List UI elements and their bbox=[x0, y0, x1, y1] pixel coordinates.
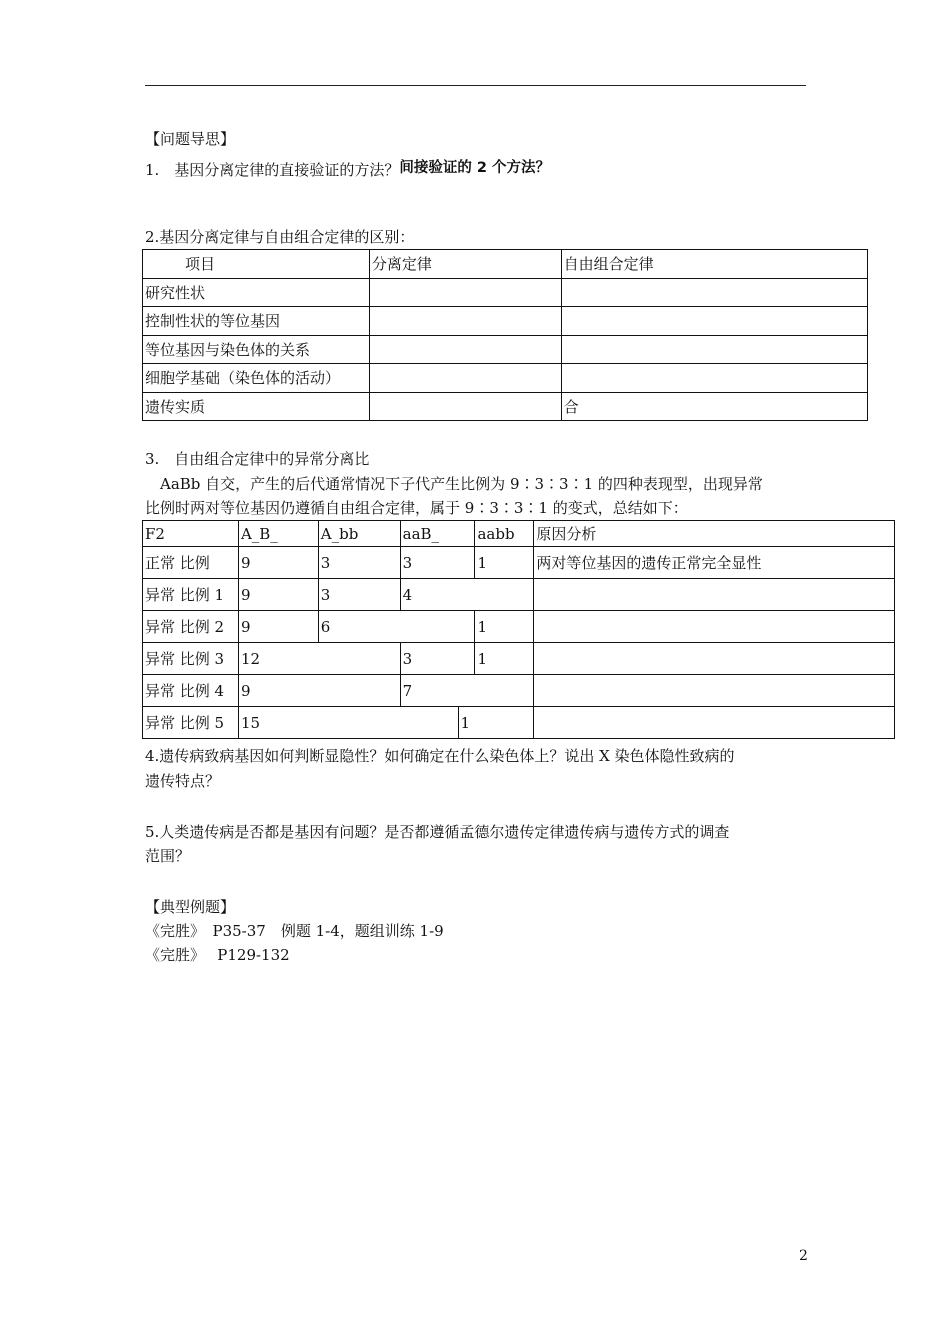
table-cell bbox=[534, 707, 895, 739]
table-cell bbox=[534, 643, 895, 675]
table-header: 自由组合定律 bbox=[561, 250, 867, 279]
examples-line-1: 《完胜》 P35-37 例题 1-4，题组训练 1-9 bbox=[145, 922, 444, 940]
question-2: 2.基因分离定律与自由组合定律的区别： bbox=[145, 228, 415, 246]
table-header: A_bb bbox=[318, 521, 400, 547]
table-cell bbox=[369, 335, 561, 364]
table-cell: 1 bbox=[458, 707, 534, 739]
table-cell bbox=[534, 675, 895, 707]
table-header: A_B_ bbox=[238, 521, 318, 547]
table-cell: 12 bbox=[238, 643, 400, 675]
table-header: aabb bbox=[475, 521, 534, 547]
question-1-bold: 间接验证的 2 个方法？ bbox=[399, 160, 551, 176]
table-cell: 遗传实质 bbox=[143, 392, 370, 421]
table-row bbox=[143, 307, 868, 336]
table-cell: 异常 比例 1 bbox=[143, 579, 239, 611]
table-cell: 4 bbox=[400, 579, 534, 611]
table-cell bbox=[561, 335, 867, 364]
question-5-line-2: 范围？ bbox=[145, 847, 191, 865]
table-cell: 15 bbox=[238, 707, 458, 739]
question-3-line-2: 比例时两对等位基因仍遵循自由组合定律，属于 9∶3∶3∶1 的变式，总结如下： bbox=[145, 499, 688, 517]
examples-line-2: 《完胜》 P129-132 bbox=[145, 946, 290, 964]
table-cell: 研究性状 bbox=[143, 278, 370, 307]
ratio-table bbox=[142, 520, 895, 739]
table-row bbox=[143, 335, 868, 364]
table-cell: 3 bbox=[318, 579, 400, 611]
table-row bbox=[143, 675, 895, 707]
table-cell bbox=[369, 364, 561, 393]
table-cell: 控制性状的等位基因 bbox=[143, 307, 370, 336]
table-cell: 9 bbox=[238, 547, 318, 579]
table-cell: 正常 比例 bbox=[143, 547, 239, 579]
table-cell bbox=[561, 278, 867, 307]
table-cell: 异常 比例 4 bbox=[143, 675, 239, 707]
table-cell: 等位基因与染色体的关系 bbox=[143, 335, 370, 364]
guide-heading: 【问题导思】 bbox=[145, 130, 236, 148]
table-cell: 3 bbox=[400, 547, 475, 579]
table-cell: 3 bbox=[400, 643, 475, 675]
table-cell: 9 bbox=[238, 579, 318, 611]
table-cell: 1 bbox=[475, 643, 534, 675]
table-cell bbox=[369, 392, 561, 421]
table-cell bbox=[561, 364, 867, 393]
table-cell bbox=[561, 307, 867, 336]
table-cell: 1 bbox=[475, 547, 534, 579]
question-5-line-1: 5.人类遗传病是否都是基因有问题？是否都遵循孟德尔遗传定律遗传病与遗传方式的调查 bbox=[145, 823, 730, 841]
table-cell: 9 bbox=[238, 675, 400, 707]
table-row bbox=[143, 643, 895, 675]
table-row bbox=[143, 611, 895, 643]
table-cell: 9 bbox=[238, 611, 318, 643]
table-cell: 异常 比例 3 bbox=[143, 643, 239, 675]
table-cell: 两对等位基因的遗传正常完全显性 bbox=[534, 547, 895, 579]
question-3-line-1: AaBb 自交，产生的后代通常情况下子代产生比例为 9∶3∶3∶1 的四种表现型，出现异常 bbox=[160, 475, 763, 493]
page-number: 2 bbox=[799, 1248, 808, 1264]
question-1-text: 1. 基因分离定律的直接验证的方法？ bbox=[145, 161, 400, 179]
comparison-table bbox=[142, 249, 868, 421]
table-row bbox=[143, 364, 868, 393]
table-cell: 合 bbox=[561, 392, 867, 421]
table-header-row bbox=[143, 521, 895, 547]
table-cell: 3 bbox=[318, 547, 400, 579]
table-cell: 异常 比例 2 bbox=[143, 611, 239, 643]
table-row bbox=[143, 579, 895, 611]
table-row bbox=[143, 392, 868, 421]
table-cell bbox=[369, 307, 561, 336]
question-3-title: 3. 自由组合定律中的异常分离比 bbox=[145, 450, 370, 468]
question-4-line-1: 4.遗传病致病基因如何判断显隐性？如何确定在什么染色体上？说出 X 染色体隐性致病的 bbox=[145, 747, 735, 765]
table-header: F2 bbox=[143, 521, 239, 547]
table-cell: 异常 比例 5 bbox=[143, 707, 239, 739]
table-cell bbox=[369, 278, 561, 307]
table-header-row bbox=[143, 250, 868, 279]
table-header: 原因分析 bbox=[534, 521, 895, 547]
table-cell: 1 bbox=[475, 611, 534, 643]
table-header: aaB_ bbox=[400, 521, 475, 547]
table-cell: 7 bbox=[400, 675, 534, 707]
question-4-line-2: 遗传特点？ bbox=[145, 772, 221, 790]
table-row bbox=[143, 278, 868, 307]
table-cell bbox=[534, 611, 895, 643]
examples-heading: 【典型例题】 bbox=[145, 898, 236, 916]
table-row bbox=[143, 547, 895, 579]
table-row bbox=[143, 707, 895, 739]
question-1 bbox=[145, 160, 550, 181]
table-cell: 细胞学基础（染色体的活动） bbox=[143, 364, 370, 393]
table-header: 项目 bbox=[143, 250, 370, 279]
table-cell bbox=[534, 579, 895, 611]
table-header: 分离定律 bbox=[369, 250, 561, 279]
table-cell: 6 bbox=[318, 611, 475, 643]
header-rule bbox=[145, 85, 806, 86]
